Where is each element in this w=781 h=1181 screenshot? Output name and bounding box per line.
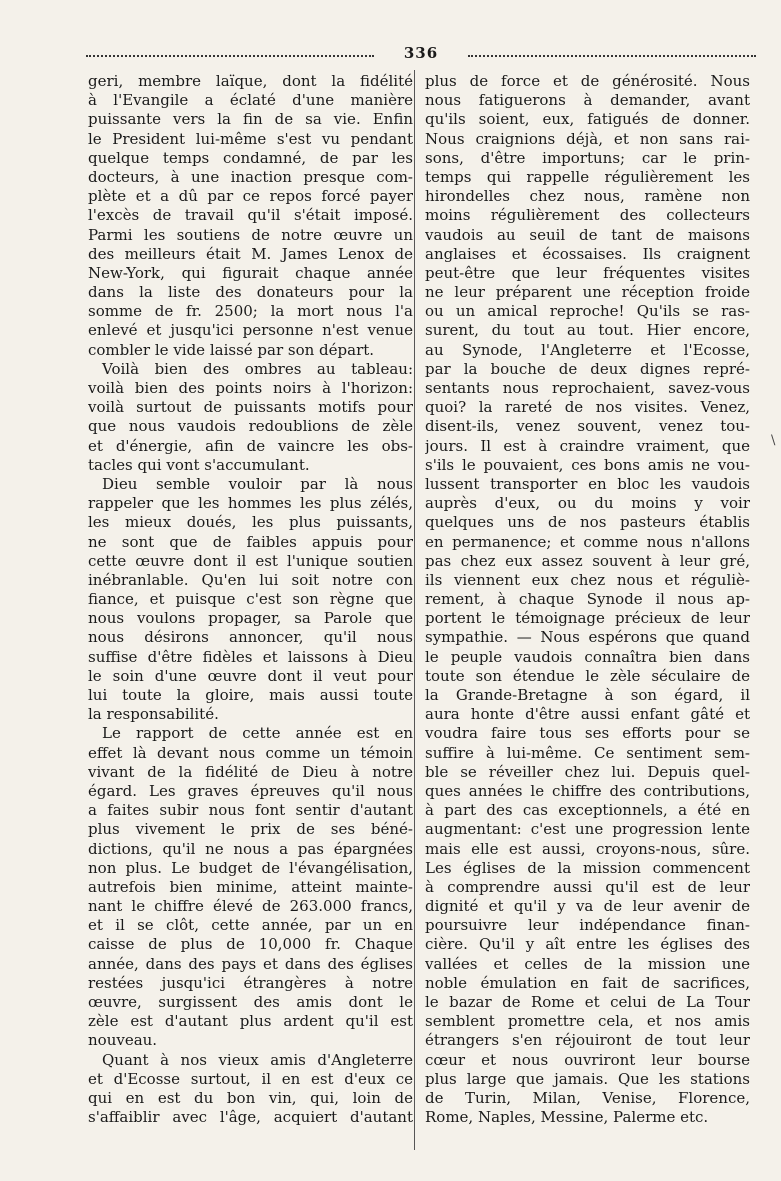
- left-column-line: enlevé et jusqu'ici personne n'est venue: [88, 321, 413, 340]
- left-column-line: cette œuvre dont il est l'unique soutien: [88, 551, 413, 570]
- left-column-line: que nous vaudois redoublions de zèle: [88, 417, 413, 436]
- header-ornament-right: [468, 55, 756, 57]
- left-column-line: restées jusqu'ici étrangères à notre: [88, 973, 413, 992]
- right-column-line: augmentant: c'est une progression lente: [425, 820, 750, 839]
- left-column-line: plète et a dû par ce repos forcé payer: [88, 187, 413, 206]
- right-column-line: Les églises de la mission commencent: [425, 858, 750, 877]
- right-column-line: noble émulation en fait de sacrifices,: [425, 973, 750, 992]
- left-column-line: et d'Ecosse surtout, il en est d'eux ce: [88, 1069, 413, 1088]
- left-column-line: somme de fr. 2500; la mort nous l'a: [88, 302, 413, 321]
- right-column-line: qu'ils soient, eux, fatigués de donner.: [425, 110, 750, 129]
- left-column-line: s'affaiblir avec l'âge, acquiert d'autant: [88, 1108, 413, 1127]
- left-column-line: voilà bien des points noirs à l'horizon:: [88, 379, 413, 397]
- left-column-line: qui en est du bon vin, qui, loin de: [88, 1088, 413, 1107]
- left-column-line: Parmi les soutiens de notre œuvre un: [88, 225, 413, 244]
- left-column: [88, 72, 413, 1127]
- left-column-line: et d'énergie, afin de vaincre les obs-: [88, 436, 413, 455]
- right-column-line: pas chez eux assez souvent à leur gré,: [425, 551, 750, 570]
- left-column-line: lui toute la gloire, mais aussi toute: [88, 686, 413, 704]
- right-column-line: nous fatiguerons à demander, avant: [425, 91, 750, 110]
- right-column-line: disent-ils, venez souvent, venez tou-: [425, 417, 750, 436]
- left-column-line: égard. Les graves épreuves qu'il nous: [88, 781, 413, 800]
- column-divider: [414, 70, 415, 1150]
- left-column-line: a faites subir nous font sentir d'autant: [88, 801, 413, 820]
- left-column-line: puissante vers la fin de sa vie. Enfin: [88, 110, 413, 129]
- right-column-line: cœur et nous ouvriront leur bourse: [425, 1050, 750, 1069]
- right-column-line: peut-être que leur fréquentes visites: [425, 263, 750, 282]
- right-column-line: ils viennent eux chez nous et réguliè-: [425, 570, 750, 589]
- right-column: [425, 72, 750, 1127]
- right-column-line: au Synode, l'Angleterre et l'Ecosse,: [425, 340, 750, 359]
- left-column-line: nouveau.: [88, 1031, 158, 1050]
- right-column-line: surent, du tout au tout. Hier encore,: [425, 321, 750, 340]
- right-column-line: ques années le chiffre des contributions,: [425, 781, 750, 800]
- left-column-line: le soin d'une œuvre dont il veut pour: [88, 666, 413, 685]
- right-column-line: de Turin, Milan, Venise, Florence,: [425, 1088, 750, 1107]
- left-column-line: tacles qui vont s'accumulant.: [88, 455, 310, 474]
- right-column-line: jours. Il est à craindre vraiment, que: [425, 436, 750, 455]
- left-column-line: New-York, qui figurait chaque année: [88, 263, 413, 282]
- left-column-line: année, dans des pays et dans des églises: [88, 954, 413, 973]
- right-column-line: sons, d'être importuns; car le prin-: [425, 148, 750, 167]
- right-column-line: le bazar de Rome et celui de La Tour: [425, 993, 750, 1011]
- left-column-line: docteurs, à une inaction presque com-: [88, 167, 413, 186]
- right-column-line: temps qui rappelle régulièrement les: [425, 167, 750, 186]
- right-column-line: auprès d'eux, ou du moins y voir: [425, 494, 750, 513]
- right-column-line: Rome, Naples, Messine, Palerme etc.: [425, 1108, 709, 1127]
- right-column-line: la Grande-Bretagne à son égard, il: [425, 686, 750, 704]
- right-column-line: quelques uns de nos pasteurs établis: [425, 513, 750, 532]
- left-column-line: vivant de la fidélité de Dieu à notre: [88, 762, 413, 781]
- right-column-line: s'ils le pouvaient, ces bons amis ne vou-: [425, 455, 750, 474]
- left-column-line: rappeler que les hommes les plus zélés,: [88, 494, 413, 513]
- right-column-line: cière. Qu'il y aît entre les églises des: [425, 935, 750, 954]
- right-column-line: le peuple vaudois connaîtra bien dans: [425, 647, 750, 666]
- right-column-line: à comprendre aussi qu'il est de leur: [425, 877, 750, 896]
- right-column-line: Nous craignions déjà, et non sans rai-: [425, 129, 750, 148]
- left-column-line: le President lui-même s'est vu pendant: [88, 129, 413, 148]
- left-column-line: des meilleurs était M. James Lenox de: [88, 244, 413, 263]
- left-column-line: ne sont que de faibles appuis pour: [88, 532, 413, 551]
- left-column-line: autrefois bien minime, atteint mainte-: [88, 877, 413, 896]
- left-column-line: la responsabilité.: [88, 705, 219, 724]
- left-column-line: œuvre, surgissent des amis dont le: [88, 993, 413, 1011]
- right-column-line: hirondelles chez nous, ramène non: [425, 187, 750, 206]
- right-column-line: en permanence; et comme nous n'allons: [425, 532, 750, 551]
- left-column-line: nous désirons annoncer, qu'il nous: [88, 628, 413, 647]
- right-column-line: anglaises et écossaises. Ils craignent: [425, 244, 750, 263]
- right-column-line: moins régulièrement des collecteurs: [425, 206, 750, 225]
- left-column-line: fiance, et puisque c'est son règne que: [88, 590, 413, 609]
- right-column-line: quoi? la rareté de nos visites. Venez,: [425, 398, 750, 417]
- left-column-line: caisse de plus de 10,000 fr. Chaque: [88, 935, 413, 954]
- right-column-line: par la bouche de deux dignes repré-: [425, 359, 750, 378]
- left-column-line: effet là devant nous comme un témoin: [88, 743, 413, 762]
- right-column-line: semblent promettre cela, et nos amis: [425, 1012, 750, 1031]
- right-column-line: à part des cas exceptionnels, a été en: [425, 801, 750, 820]
- left-column-line: dictions, qu'il ne nous a pas épargnées: [88, 839, 413, 858]
- right-column-line: ne leur préparent une réception froide: [425, 283, 750, 302]
- left-column-line: inébranlable. Qu'en lui soit notre con: [88, 570, 413, 589]
- right-column-line: plus de force et de générosité. Nous: [425, 72, 750, 90]
- left-column-line: Le rapport de cette année est en: [102, 724, 413, 743]
- left-column-line: voilà surtout de puissants motifs pour: [88, 398, 413, 417]
- right-column-line: lussent transporter en bloc les vaudois: [425, 474, 750, 493]
- right-column-line: poursuivre leur indépendance finan-: [425, 916, 750, 935]
- right-column-line: aura honte d'être aussi enfant gâté et: [425, 705, 750, 724]
- right-column-line: rement, à chaque Synode il nous ap-: [425, 590, 750, 609]
- left-column-line: plus vivement le prix de ses béné-: [88, 820, 413, 839]
- left-column-line: les mieux doués, les plus puissants,: [88, 513, 413, 532]
- right-column-line: voudra faire tous ses efforts pour se: [425, 724, 750, 743]
- right-column-line: dignité et qu'il y va de leur avenir de: [425, 897, 750, 916]
- left-column-line: dans la liste des donateurs pour la: [88, 283, 413, 302]
- left-column-line: Dieu semble vouloir par là nous: [102, 474, 413, 493]
- right-column-line: vallées et celles de la mission une: [425, 954, 750, 973]
- left-column-line: nant le chiffre élevé de 263.000 francs,: [88, 897, 413, 916]
- left-column-line: combler le vide laissé par son départ.: [88, 340, 375, 359]
- page-header: [86, 44, 756, 66]
- right-column-line: plus large que jamais. Que les stations: [425, 1069, 750, 1088]
- left-column-line: zèle est d'autant plus ardent qu'il est: [88, 1012, 413, 1031]
- page-number: 336: [403, 44, 439, 62]
- left-column-line: quelque temps condamné, de par les: [88, 148, 413, 167]
- right-column-line: portent le témoignage précieux de leur: [425, 609, 750, 628]
- right-column-line: ou un amical reproche! Qu'ils se ras-: [425, 302, 750, 321]
- right-column-line: suffire à lui-même. Ce sentiment sem-: [425, 743, 750, 762]
- margin-mark: \: [771, 433, 776, 448]
- left-column-line: non plus. Le budget de l'évangélisation,: [88, 858, 413, 877]
- left-column-line: l'excès de travail qu'il s'était imposé.: [88, 206, 413, 225]
- left-column-line: Voilà bien des ombres au tableau:: [102, 359, 413, 378]
- left-column-line: suffise d'être fidèles et laissons à Dieu: [88, 647, 413, 666]
- left-column-line: Quant à nos vieux amis d'Angleterre: [102, 1050, 413, 1069]
- left-column-line: nous voulons propager, sa Parole que: [88, 609, 413, 628]
- right-column-line: mais elle est aussi, croyons-nous, sûre.: [425, 839, 750, 858]
- left-column-line: geri, membre laïque, dont la fidélité: [88, 72, 413, 90]
- right-column-line: sentants nous reprochaient, savez-vous: [425, 379, 750, 397]
- right-column-line: toute son étendue le zèle séculaire de: [425, 666, 750, 685]
- right-column-line: ble se réveiller chez lui. Depuis quel-: [425, 762, 750, 781]
- left-column-line: à l'Evangile a éclaté d'une manière: [88, 91, 413, 110]
- right-column-line: étrangers s'en réjouiront de tout leur: [425, 1031, 750, 1050]
- left-column-line: et il se clôt, cette année, par un en: [88, 916, 413, 935]
- right-column-line: vaudois au seuil de tant de maisons: [425, 225, 750, 244]
- right-column-line: sympathie. — Nous espérons que quand: [425, 628, 750, 647]
